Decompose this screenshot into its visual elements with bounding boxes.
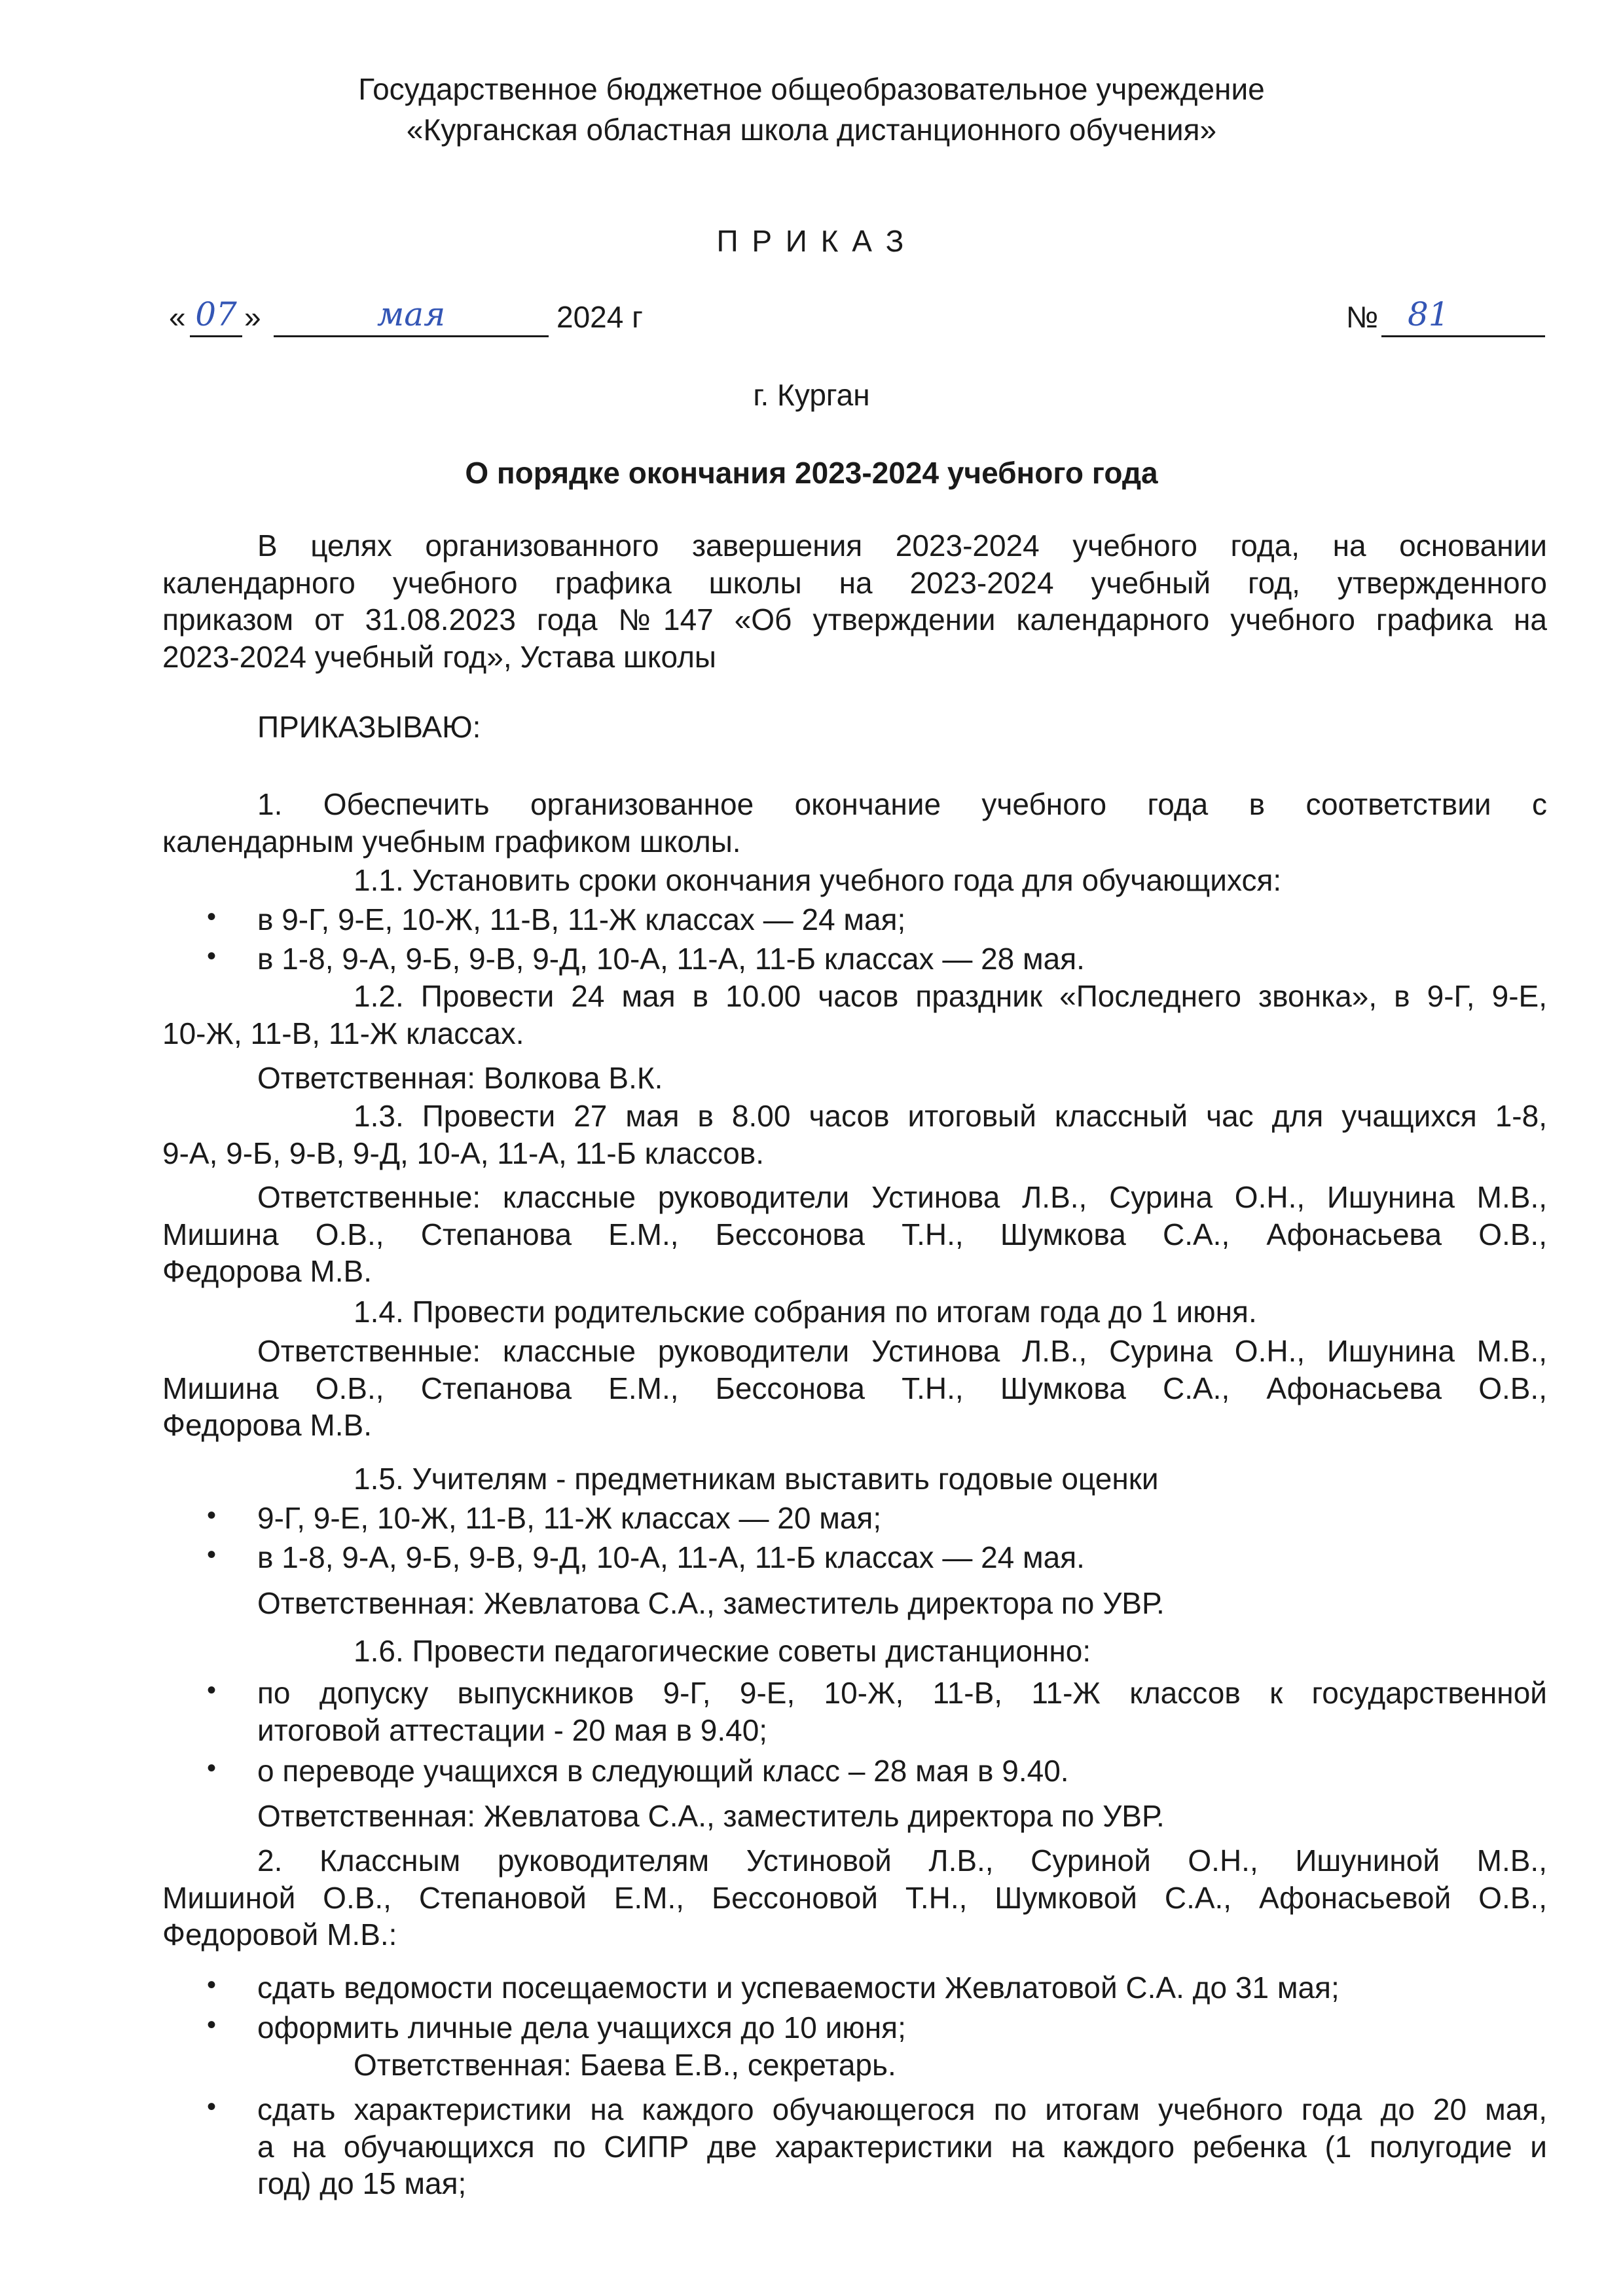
point-1-3-responsible: [162, 1179, 1547, 1290]
list-item-text: 9-Г, 9-Е, 10-Ж, 11-В, 11-Ж классах — 20 мая;: [257, 1501, 882, 1535]
bullet-icon: •: [207, 2092, 217, 2121]
list-item-text: в 1-8, 9-А, 9-Б, 9-В, 9-Д, 10-А, 11-А, 11-Б классах — 28 мая.: [257, 942, 1085, 976]
date-open-quote: «: [169, 300, 186, 334]
list-item-text: в 1-8, 9-А, 9-Б, 9-В, 9-Д, 10-А, 11-А, 11-Б классах — 24 мая.: [257, 1540, 1085, 1574]
bullet-icon: •: [207, 942, 217, 971]
point-2: [162, 1842, 1547, 1953]
point-1-2: [162, 978, 1547, 1052]
point-1-5-responsible: Ответственная: Жевлатова С.А., заместитель директора по УВР.: [257, 1586, 1165, 1620]
point-1-6-responsible: Ответственная: Жевлатова С.А., заместитель директора по УВР.: [257, 1799, 1165, 1833]
list-item-text: сдать ведомости посещаемости и успеваемости Жевлатовой С.А. до 31 мая;: [257, 1971, 1340, 2005]
list-item-text: о переводе учащихся в следующий класс – 28 мая в 9.40.: [257, 1754, 1069, 1788]
list-item-line: а на обучающихся по СИПР две характеристики на каждого ребенка (1 полугодие и: [257, 2129, 1547, 2164]
point-1-1-heading: 1.1. Установить сроки окончания учебного года для обучающихся:: [354, 863, 1282, 897]
order-number-field: [1381, 295, 1545, 337]
responsible-line: Ответственные: классные руководители Устинова Л.В., Сурина О.Н., Ишунина М.В.,: [257, 1180, 1547, 1214]
list-item-line: сдать характеристики на каждого обучающегося по итогам учебного года до 20 мая,: [257, 2092, 1547, 2126]
point-2-line: Федоровой М.В.:: [162, 1917, 397, 1952]
document-title: О порядке окончания 2023-2024 учебного года: [465, 456, 1158, 490]
list-item-text: [257, 1675, 1547, 1749]
intro-line: календарного учебного графика школы на 2023-2024 учебный год, утвержденного: [162, 565, 1547, 600]
point-1-6-heading: 1.6. Провести педагогические советы дистанционно:: [354, 1634, 1091, 1668]
point-1-4-heading: 1.4. Провести родительские собрания по итогам года до 1 июня.: [354, 1295, 1257, 1329]
bullet-icon: •: [207, 1971, 217, 1999]
date-day: 07: [195, 295, 237, 333]
point-1-2-responsible: Ответственная: Волкова В.К.: [257, 1061, 663, 1095]
point-1-2-line: 10-Ж, 11-В, 11-Ж классах.: [162, 1016, 524, 1050]
point-1-line: календарным учебным графиком школы.: [162, 824, 741, 859]
list-item-line: год) до 15 мая;: [257, 2166, 467, 2201]
point-2-responsible: Ответственная: Баева Е.В., секретарь.: [354, 2048, 896, 2082]
list-item-line: по допуску выпускников 9-Г, 9-Е, 10-Ж, 11-В, 11-Ж классов к государственной: [257, 1676, 1547, 1710]
responsible-line: Мишина О.В., Степанова Е.М., Бессонова Т.Н., Шумкова С.А., Афонасьева О.В.,: [162, 1371, 1547, 1405]
point-1-2-line: 1.2. Провести 24 мая в 10.00 часов праздник «Последнего звонка», в 9-Г, 9-Е,: [354, 979, 1547, 1013]
date-close-quote: »: [244, 300, 261, 334]
list-item-line: итоговой аттестации - 20 мая в 9.40;: [257, 1713, 768, 1747]
bullet-icon: •: [207, 1676, 217, 1705]
point-2-line: Мишиной О.В., Степановой Е.М., Бессоновой Т.Н., Шумковой С.А., Афонасьевой О.В.,: [162, 1880, 1547, 1915]
responsible-line: Федорова М.В.: [162, 1408, 372, 1443]
intro-line: В целях организованного завершения 2023-2024 учебного года, на основании: [257, 528, 1547, 563]
point-1-3: [162, 1098, 1547, 1172]
bullet-icon: •: [207, 2010, 217, 2039]
list-item-text: оформить личные дела учащихся до 10 июня;: [257, 2010, 906, 2045]
org-name-line2: «Курганская областная школа дистанционного обучения»: [406, 113, 1217, 147]
intro-paragraph: [162, 527, 1547, 675]
point-1-3-line: 1.3. Провести 27 мая в 8.00 часов итоговый классный час для учащихся 1-8,: [354, 1099, 1547, 1133]
document-type: П Р И К А З: [716, 224, 907, 258]
org-name-line1: Государственное бюджетное общеобразовательное учреждение: [358, 72, 1265, 106]
list-item-text: в 9-Г, 9-Е, 10-Ж, 11-В, 11-Ж классах — 24 мая;: [257, 902, 906, 936]
order-number-label: №: [1346, 300, 1379, 334]
city: г. Курган: [753, 378, 870, 412]
date-month-field: [274, 295, 549, 337]
responsible-line: Ответственные: классные руководители Устинова Л.В., Сурина О.Н., Ишунина М.В.,: [257, 1334, 1547, 1368]
point-1-4-responsible: [162, 1333, 1547, 1444]
responsible-line: Мишина О.В., Степанова Е.М., Бессонова Т.Н., Шумкова С.А., Афонасьева О.В.,: [162, 1217, 1547, 1251]
bullet-icon: •: [207, 902, 217, 931]
intro-line: приказом от 31.08.2023 года №147 «Об утверждении календарного учебного графика на: [162, 602, 1547, 637]
list-item-text: [257, 2091, 1547, 2202]
date-month: мая: [376, 295, 446, 333]
intro-line: 2023-2024 учебный год», Устава школы: [162, 639, 716, 674]
date-year: 2024 г: [556, 300, 643, 334]
point-1-3-line: 9-А, 9-Б, 9-В, 9-Д, 10-А, 11-А, 11-Б классов.: [162, 1136, 765, 1170]
point-1-line: 1. Обеспечить организованное окончание учебного года в соответствии с: [257, 787, 1547, 821]
date-line: [169, 295, 1550, 341]
point-1: [162, 786, 1547, 860]
responsible-line: Федорова М.В.: [162, 1254, 372, 1289]
order-word: ПРИКАЗЫВАЮ:: [257, 710, 481, 744]
bullet-icon: •: [207, 1540, 217, 1569]
date-day-field: [190, 295, 242, 337]
bullet-icon: •: [207, 1501, 217, 1530]
bullet-icon: •: [207, 1754, 217, 1783]
order-number: 81: [1408, 295, 1450, 333]
point-2-line: 2. Классным руководителям Устиновой Л.В., Суриной О.Н., Ишуниной М.В.,: [257, 1843, 1547, 1878]
point-1-5-heading: 1.5. Учителям - предметникам выставить годовые оценки: [354, 1462, 1159, 1496]
